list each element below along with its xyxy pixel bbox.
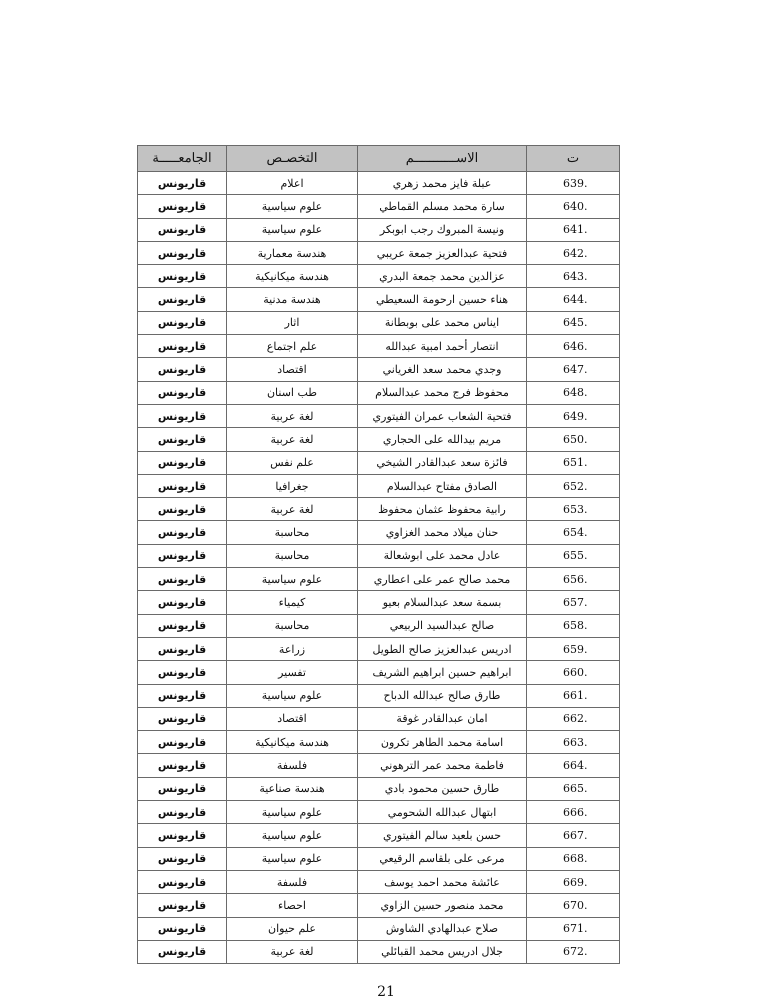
row-name: مرعى على بلقاسم الرقيعي: [358, 847, 527, 870]
row-university: قاريونس: [138, 451, 227, 474]
row-university: قاريونس: [138, 591, 227, 614]
row-name: عزالدين محمد جمعة البدري: [358, 265, 527, 288]
row-name: حسن بلعيد سالم الفيتوري: [358, 824, 527, 847]
row-university: قاريونس: [138, 940, 227, 963]
row-name: ابتهال عبدالله الشحومي: [358, 801, 527, 824]
row-specialization: فلسفة: [227, 754, 358, 777]
row-name: الصادق مفتاح عبدالسلام: [358, 474, 527, 497]
row-number: 672.: [527, 940, 620, 963]
row-university: قاريونس: [138, 195, 227, 218]
row-name: طارق حسين محمود بادي: [358, 777, 527, 800]
row-specialization: احصاء: [227, 894, 358, 917]
row-number: 640.: [527, 195, 620, 218]
row-university: قاريونس: [138, 521, 227, 544]
header-university: الجامعـــــة: [138, 146, 227, 172]
row-university: قاريونس: [138, 544, 227, 567]
header-name: الاســـــــــــم: [358, 146, 527, 172]
row-name: حنان ميلاد محمد الغزاوي: [358, 521, 527, 544]
row-university: قاريونس: [138, 707, 227, 730]
row-name: فاطمة محمد عمر الترهوني: [358, 754, 527, 777]
student-roster-table: [137, 145, 620, 964]
row-specialization: علوم سياسية: [227, 568, 358, 591]
row-university: قاريونس: [138, 801, 227, 824]
row-specialization: اعلام: [227, 172, 358, 195]
row-number: 670.: [527, 894, 620, 917]
table-row: [138, 777, 620, 800]
row-university: قاريونس: [138, 404, 227, 427]
table-row: [138, 940, 620, 963]
row-university: قاريونس: [138, 265, 227, 288]
row-name: هناء حسين ارحومة السعيطي: [358, 288, 527, 311]
row-name: طارق صالح عبدالله الدباح: [358, 684, 527, 707]
row-specialization: هندسة مدنية: [227, 288, 358, 311]
table-row: [138, 707, 620, 730]
table-header: [138, 146, 620, 172]
row-name: مريم بيدالله على الحجاري: [358, 428, 527, 451]
row-specialization: فلسفة: [227, 870, 358, 893]
row-number: 654.: [527, 521, 620, 544]
row-number: 661.: [527, 684, 620, 707]
row-name: سارة محمد مسلم القماطي: [358, 195, 527, 218]
row-name: امان عبدالقادر غوقة: [358, 707, 527, 730]
table-row: [138, 614, 620, 637]
row-name: ايناس محمد على بوبطانة: [358, 311, 527, 334]
row-number: 665.: [527, 777, 620, 800]
row-university: قاريونس: [138, 661, 227, 684]
row-specialization: علوم سياسية: [227, 824, 358, 847]
row-specialization: محاسبة: [227, 544, 358, 567]
table-row: [138, 358, 620, 381]
row-specialization: علوم سياسية: [227, 218, 358, 241]
table-row: [138, 288, 620, 311]
table-row: [138, 428, 620, 451]
table-row: [138, 917, 620, 940]
table-row: [138, 684, 620, 707]
row-specialization: لغة عربية: [227, 428, 358, 451]
row-number: 669.: [527, 870, 620, 893]
row-university: قاريونس: [138, 335, 227, 358]
row-number: 652.: [527, 474, 620, 497]
table-row: [138, 241, 620, 264]
row-university: قاريونس: [138, 824, 227, 847]
table-row: [138, 335, 620, 358]
row-name: رابية محفوظ عثمان محفوظ: [358, 498, 527, 521]
row-name: عائشة محمد احمد يوسف: [358, 870, 527, 893]
table-row: [138, 568, 620, 591]
row-specialization: لغة عربية: [227, 940, 358, 963]
row-specialization: زراعة: [227, 637, 358, 660]
row-name: ونيسة المبروك رجب ابوبكر: [358, 218, 527, 241]
row-number: 655.: [527, 544, 620, 567]
row-university: قاريونس: [138, 241, 227, 264]
row-name: محمد منصور حسين الزاوي: [358, 894, 527, 917]
table-row: [138, 591, 620, 614]
row-university: قاريونس: [138, 311, 227, 334]
row-university: قاريونس: [138, 894, 227, 917]
row-name: صلاح عبدالهادي الشاوش: [358, 917, 527, 940]
row-university: قاريونس: [138, 381, 227, 404]
row-specialization: اقتصاد: [227, 707, 358, 730]
row-specialization: علوم سياسية: [227, 684, 358, 707]
row-number: 659.: [527, 637, 620, 660]
row-university: قاريونس: [138, 614, 227, 637]
table-row: [138, 824, 620, 847]
row-name: انتصار أحمد امبية عبدالله: [358, 335, 527, 358]
row-name: فائزة سعد عبدالقادر الشيخي: [358, 451, 527, 474]
table-row: [138, 637, 620, 660]
row-name: اسامة محمد الطاهر تكرون: [358, 731, 527, 754]
row-number: 643.: [527, 265, 620, 288]
row-name: عادل محمد على ابوشعالة: [358, 544, 527, 567]
row-name: ادريس عبدالعزيز صالح الطويل: [358, 637, 527, 660]
row-number: 664.: [527, 754, 620, 777]
table-row: [138, 451, 620, 474]
row-number: 653.: [527, 498, 620, 521]
row-name: فتحية الشعاب عمران الفيتوري: [358, 404, 527, 427]
row-university: قاريونس: [138, 637, 227, 660]
table-row: [138, 847, 620, 870]
row-number: 650.: [527, 428, 620, 451]
table-row: [138, 754, 620, 777]
row-university: قاريونس: [138, 568, 227, 591]
row-number: 648.: [527, 381, 620, 404]
row-specialization: كيمياء: [227, 591, 358, 614]
row-number: 649.: [527, 404, 620, 427]
row-university: قاريونس: [138, 218, 227, 241]
row-university: قاريونس: [138, 684, 227, 707]
table-row: [138, 498, 620, 521]
row-name: وجدي محمد سعد الغرياني: [358, 358, 527, 381]
row-specialization: محاسبة: [227, 521, 358, 544]
row-number: 660.: [527, 661, 620, 684]
row-number: 662.: [527, 707, 620, 730]
row-number: 658.: [527, 614, 620, 637]
header-number: ت: [527, 146, 620, 172]
row-number: 666.: [527, 801, 620, 824]
row-specialization: هندسة معمارية: [227, 241, 358, 264]
table-row: [138, 265, 620, 288]
row-specialization: اقتصاد: [227, 358, 358, 381]
row-university: قاريونس: [138, 498, 227, 521]
row-university: قاريونس: [138, 428, 227, 451]
table-row: [138, 544, 620, 567]
table-row: [138, 894, 620, 917]
table-row: [138, 661, 620, 684]
table-row: [138, 311, 620, 334]
row-specialization: علم نفس: [227, 451, 358, 474]
row-university: قاريونس: [138, 731, 227, 754]
row-specialization: لغة عربية: [227, 498, 358, 521]
table-row: [138, 218, 620, 241]
row-number: 657.: [527, 591, 620, 614]
header-specialization: التخصـص: [227, 146, 358, 172]
row-name: جلال ادريس محمد القبائلي: [358, 940, 527, 963]
row-specialization: علوم سياسية: [227, 847, 358, 870]
row-specialization: محاسبة: [227, 614, 358, 637]
row-university: قاريونس: [138, 172, 227, 195]
row-number: 651.: [527, 451, 620, 474]
row-specialization: علم حيوان: [227, 917, 358, 940]
row-university: قاريونس: [138, 474, 227, 497]
row-university: قاريونس: [138, 847, 227, 870]
row-name: ابراهيم حسين ابراهيم الشريف: [358, 661, 527, 684]
table-row: [138, 731, 620, 754]
table-row: [138, 474, 620, 497]
row-name: عبلة فايز محمد زهري: [358, 172, 527, 195]
row-number: 663.: [527, 731, 620, 754]
row-specialization: هندسة صناعية: [227, 777, 358, 800]
page-number: 21: [377, 984, 395, 1000]
row-number: 644.: [527, 288, 620, 311]
row-university: قاريونس: [138, 288, 227, 311]
row-university: قاريونس: [138, 754, 227, 777]
row-specialization: علوم سياسية: [227, 801, 358, 824]
row-university: قاريونس: [138, 917, 227, 940]
row-number: 647.: [527, 358, 620, 381]
row-specialization: جغرافيا: [227, 474, 358, 497]
row-specialization: لغة عربية: [227, 404, 358, 427]
row-name: محفوظ فرج محمد عبدالسلام: [358, 381, 527, 404]
row-number: 641.: [527, 218, 620, 241]
row-number: 671.: [527, 917, 620, 940]
table-row: [138, 801, 620, 824]
row-university: قاريونس: [138, 358, 227, 381]
table-header-row: [138, 146, 620, 172]
row-specialization: علوم سياسية: [227, 195, 358, 218]
table-row: [138, 404, 620, 427]
row-number: 645.: [527, 311, 620, 334]
row-specialization: علم اجتماع: [227, 335, 358, 358]
row-university: قاريونس: [138, 870, 227, 893]
row-specialization: هندسة ميكانيكية: [227, 265, 358, 288]
row-name: صالح عبدالسيد الربيعي: [358, 614, 527, 637]
row-number: 667.: [527, 824, 620, 847]
row-number: 646.: [527, 335, 620, 358]
row-specialization: تفسير: [227, 661, 358, 684]
row-name: فتحية عبدالعزيز جمعة عريبي: [358, 241, 527, 264]
row-number: 668.: [527, 847, 620, 870]
row-specialization: اثار: [227, 311, 358, 334]
table-row: [138, 381, 620, 404]
row-number: 656.: [527, 568, 620, 591]
table-row: [138, 521, 620, 544]
row-number: 642.: [527, 241, 620, 264]
table-row: [138, 195, 620, 218]
table-body: [138, 172, 620, 964]
table-row: [138, 870, 620, 893]
row-name: بسمة سعد عبدالسلام بعيو: [358, 591, 527, 614]
row-name: محمد صالح عمر على اعطاري: [358, 568, 527, 591]
row-number: 639.: [527, 172, 620, 195]
row-university: قاريونس: [138, 777, 227, 800]
table-row: [138, 172, 620, 195]
row-specialization: هندسة ميكانيكية: [227, 731, 358, 754]
row-specialization: طب اسنان: [227, 381, 358, 404]
